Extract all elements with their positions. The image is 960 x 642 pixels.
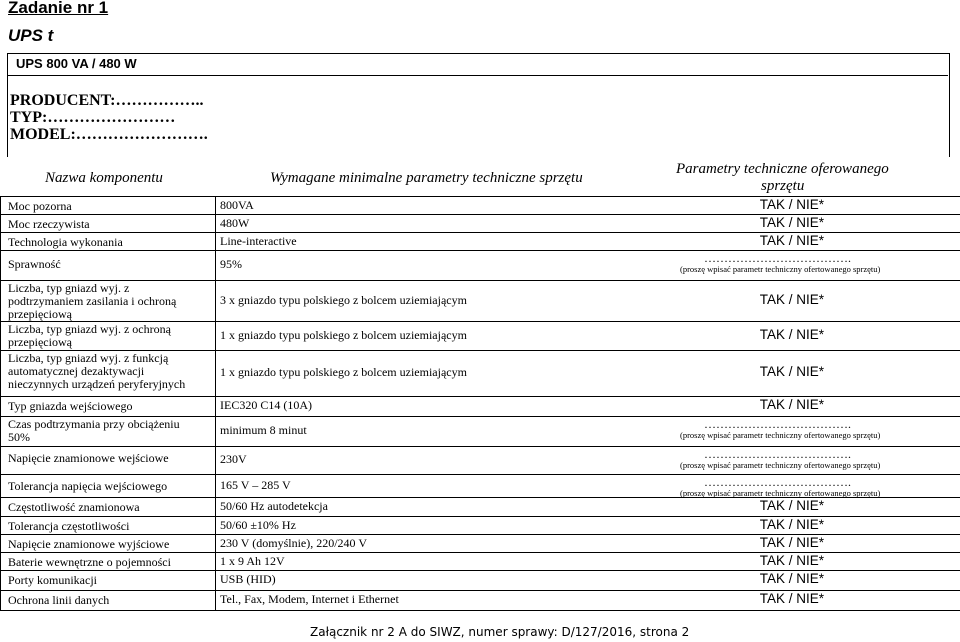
row-label: Napięcie znamionowe wyjściowe <box>8 537 170 551</box>
row-requirement: 165 V – 285 V <box>220 478 291 492</box>
typ-field: TYP:…………………… <box>10 109 176 126</box>
column-header-offered-line1: Parametry techniczne oferowanego <box>676 161 889 177</box>
row-label: przepięciową <box>8 335 72 349</box>
offer-yes-no: TAK / NIE* <box>759 397 824 412</box>
row-requirement: 230V <box>220 452 247 466</box>
row-label: Porty komunikacji <box>8 573 97 587</box>
offer-yes-no: TAK / NIE* <box>759 571 824 586</box>
document-heading: Zadanie nr 1 <box>8 0 109 17</box>
row-label: przepięciową <box>8 307 72 321</box>
row-requirement: 480W <box>220 216 250 230</box>
row-label: Liczba, typ gniazd wyj. z funkcją <box>8 351 169 365</box>
row-requirement: 3 x gniazdo typu polskiego z bolcem uziemiającym <box>220 293 467 307</box>
row-requirement: 95% <box>220 257 242 271</box>
row-label: Częstotliwość znamionowa <box>8 500 140 514</box>
model-field: MODEL:……………………. <box>10 126 208 143</box>
offer-yes-no: TAK / NIE* <box>759 327 824 342</box>
row-label: Moc rzeczywista <box>8 217 90 231</box>
row-label: Liczba, typ gniazd wyj. z ochroną <box>8 322 171 336</box>
row-label: Moc pozorna <box>8 199 72 213</box>
offer-input-dots: ………………………………. <box>704 417 851 431</box>
offer-yes-no: TAK / NIE* <box>759 364 824 379</box>
offer-input-hint: (proszę wpisać parametr techniczny ofertowanego sprzętu) <box>680 488 881 498</box>
row-label: nieczynnych urządzeń peryferyjnych <box>8 377 186 391</box>
row-requirement: 50/60 Hz autodetekcja <box>220 499 328 513</box>
row-label: Czas podtrzymania przy obciążeniu <box>8 417 180 431</box>
offer-input-dots: ………………………………. <box>704 251 851 265</box>
spec-title: UPS 800 VA / 480 W <box>16 56 137 71</box>
offer-yes-no: TAK / NIE* <box>759 517 824 532</box>
offer-input-hint: (proszę wpisać parametr techniczny ofertowanego sprzętu) <box>680 264 881 274</box>
offer-input-dots: ………………………………. <box>704 447 851 461</box>
row-requirement: minimum 8 minut <box>220 423 307 437</box>
offer-input-hint: (proszę wpisać parametr techniczny ofertowanego sprzętu) <box>680 430 881 440</box>
row-requirement: USB (HID) <box>220 572 276 586</box>
row-label: 50% <box>8 430 30 444</box>
row-label: Ochrona linii danych <box>8 593 110 607</box>
offer-yes-no: TAK / NIE* <box>759 498 824 513</box>
table-column-divider <box>215 196 216 610</box>
column-header-offered-line2: sprzętu <box>761 178 805 194</box>
row-requirement: Line-interactive <box>220 234 297 248</box>
offer-input-hint: (proszę wpisać parametr techniczny ofertowanego sprzętu) <box>680 460 881 470</box>
row-requirement: 1 x gniazdo typu polskiego z bolcem uziemiającym <box>220 328 467 342</box>
row-requirement: IEC320 C14 (10A) <box>220 398 312 412</box>
row-requirement: 1 x 9 Ah 12V <box>220 554 285 568</box>
row-label: podtrzymaniem zasilania i ochroną <box>8 294 177 308</box>
offer-yes-no: TAK / NIE* <box>759 591 824 606</box>
offer-yes-no: TAK / NIE* <box>759 233 824 248</box>
offer-yes-no: TAK / NIE* <box>759 197 824 212</box>
row-requirement: 1 x gniazdo typu polskiego z bolcem uziemiającym <box>220 365 467 379</box>
row-label: Baterie wewnętrzne o pojemności <box>8 555 171 569</box>
offer-yes-no: TAK / NIE* <box>759 215 824 230</box>
row-label: Sprawność <box>8 257 61 271</box>
offer-yes-no: TAK / NIE* <box>759 535 824 550</box>
producent-field: PRODUCENT:…………….. <box>10 92 204 109</box>
column-header-component: Nazwa komponentu <box>45 170 163 186</box>
spec-title-divider <box>8 75 948 76</box>
row-requirement: 230 V (domyślnie), 220/240 V <box>220 536 368 550</box>
row-requirement: 800VA <box>220 198 254 212</box>
row-requirement: 50/60 ±10% Hz <box>220 518 296 532</box>
column-header-required: Wymagane minimalne parametry techniczne sprzętu <box>270 170 583 186</box>
page-footer: Załącznik nr 2 A do SIWZ, numer sprawy: D/127/2016, strona 2 <box>310 625 690 639</box>
table-row-divider <box>0 280 960 281</box>
row-label: Technologia wykonania <box>8 235 123 249</box>
offer-yes-no: TAK / NIE* <box>759 292 824 307</box>
table-row-divider <box>0 610 960 611</box>
offer-input-dots: ………………………………. <box>704 475 851 489</box>
row-label: Napięcie znamionowe wejściowe <box>8 451 169 465</box>
row-label: Tolerancja napięcia wejściowego <box>8 479 168 493</box>
row-label: Tolerancja częstotliwości <box>8 519 130 533</box>
row-requirement: Tel., Fax, Modem, Internet i Ethernet <box>220 592 399 606</box>
row-label: Typ gniazda wejściowego <box>8 399 133 413</box>
offer-yes-no: TAK / NIE* <box>759 553 824 568</box>
row-label: automatycznej dezaktywacji <box>8 364 145 378</box>
row-label: Liczba, typ gniazd wyj. z <box>8 281 130 295</box>
table-column-divider <box>0 196 1 610</box>
document-subheading: UPS t <box>8 26 54 45</box>
